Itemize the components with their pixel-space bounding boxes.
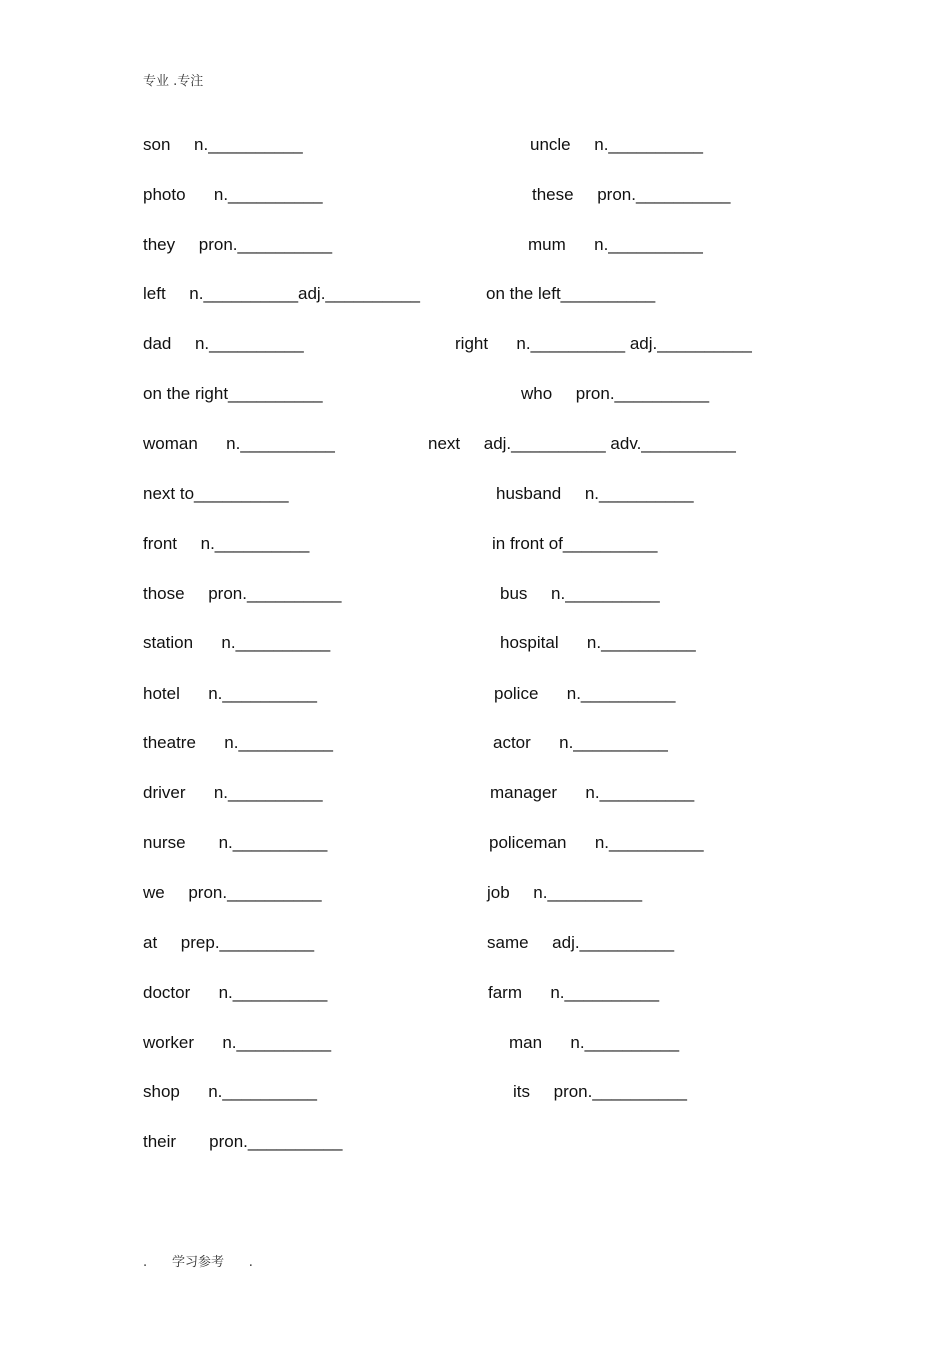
vocab-item: shop n.__________	[143, 1082, 317, 1101]
vocab-item: job n.__________	[487, 883, 643, 902]
vocab-item: driver n.__________	[143, 783, 323, 802]
vocab-item: woman n.__________	[143, 434, 335, 453]
vocab-item: bus n.__________	[500, 584, 660, 603]
vocab-item: left n.__________adj.__________	[143, 284, 420, 303]
vocab-item: these pron.__________	[532, 185, 731, 204]
vocab-item: police n.__________	[494, 684, 676, 703]
vocab-item: policeman n.__________	[489, 833, 704, 852]
vocab-item: photo n.__________	[143, 185, 323, 204]
vocab-item: next to__________	[143, 484, 289, 503]
footer-dot-left: .	[143, 1255, 148, 1270]
vocab-item: in front of__________	[492, 534, 658, 553]
vocab-item: farm n.__________	[488, 983, 660, 1002]
vocab-item: next adj.__________ adv.__________	[428, 434, 736, 453]
vocab-item: hotel n.__________	[143, 684, 317, 703]
page-header: 专业 .专注	[143, 74, 204, 89]
vocab-item: worker n.__________	[143, 1033, 332, 1052]
vocab-item: actor n.__________	[493, 733, 668, 752]
vocab-item: man n.__________	[509, 1033, 680, 1052]
vocab-item: manager n.__________	[490, 783, 695, 802]
vocab-item: we pron.__________	[143, 883, 322, 902]
vocab-item: their pron.__________	[143, 1132, 343, 1151]
vocab-item: its pron.__________	[513, 1082, 687, 1101]
vocab-item: right n.__________ adj.__________	[455, 334, 752, 353]
vocab-item: doctor n.__________	[143, 983, 328, 1002]
footer-dot-right: .	[248, 1255, 253, 1270]
vocab-item: mum n.__________	[528, 235, 703, 254]
vocab-item: front n.__________	[143, 534, 310, 553]
vocab-item: at prep.__________	[143, 933, 315, 952]
vocab-item: theatre n.__________	[143, 733, 333, 752]
vocab-item: those pron.__________	[143, 584, 342, 603]
vocab-item: station n.__________	[143, 633, 331, 652]
vocab-item: hospital n.__________	[500, 633, 696, 652]
footer-label: 学习参考	[171, 1255, 224, 1270]
vocab-item: same adj.__________	[487, 933, 675, 952]
vocab-item: husband n.__________	[496, 484, 694, 503]
vocab-item: who pron.__________	[521, 384, 710, 403]
vocab-item: son n.__________	[143, 135, 303, 154]
vocab-item: nurse n.__________	[143, 833, 328, 852]
vocab-item: on the right__________	[143, 384, 323, 403]
page-footer	[143, 1251, 253, 1270]
vocab-item: dad n.__________	[143, 334, 304, 353]
vocab-item: on the left__________	[486, 284, 656, 303]
vocab-item: uncle n.__________	[530, 135, 703, 154]
vocab-item: they pron.__________	[143, 235, 333, 254]
